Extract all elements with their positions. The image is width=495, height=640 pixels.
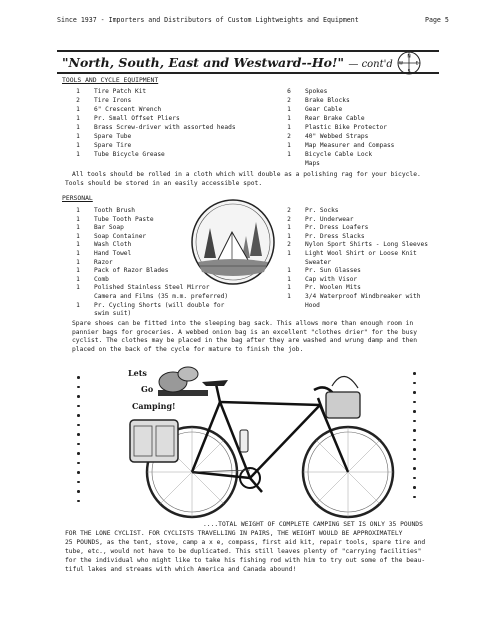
border-dot — [413, 496, 416, 499]
border-dot — [77, 424, 80, 427]
page-header-left: Since 1937 - Importers and Distributors of Custom Lightweights and Equipment — [57, 16, 359, 24]
border-dot — [77, 405, 80, 408]
compass-e: E — [415, 60, 419, 66]
item-quantity: 1 — [76, 241, 80, 249]
item-text: Soap Container — [94, 232, 147, 240]
item-quantity: 1 — [287, 224, 291, 232]
item-quantity: 2 — [76, 97, 80, 104]
item-quantity: 1 — [76, 88, 80, 95]
item-quantity: 1 — [76, 133, 80, 140]
item-text: Tire Patch Kit — [94, 88, 147, 95]
list-item — [70, 207, 135, 215]
loaded-bicycle-illustration — [110, 360, 410, 520]
item-text: Pr. Sun Glasses — [305, 267, 361, 275]
item-text: Hand Towel — [94, 250, 132, 257]
item-quantity: 1 — [76, 232, 80, 240]
personal-paragraph — [72, 320, 417, 354]
item-quantity: 1 — [76, 258, 80, 266]
item-text: Cap with Visor — [305, 275, 358, 283]
footer-line-3: 25 POUNDS, as the tent, stove, camp a x e, compass, first aid kit, repair tools, spare tire and — [65, 539, 426, 546]
item-quantity: 1 — [76, 250, 80, 257]
tools-note-2: Tools should be stored in an easily accessible spot. — [65, 180, 263, 187]
camping-heading-1: Lets — [128, 368, 147, 378]
item-text: Rear Brake Cable — [305, 115, 365, 122]
list-item — [70, 250, 131, 258]
item-text: Pr. Small Offset Pliers — [94, 115, 180, 122]
list-item — [281, 115, 365, 123]
camping-heading-2: Go — [141, 384, 154, 394]
list-item — [70, 216, 154, 224]
item-text: Nylon Sport Shirts - Long Sleeves — [305, 241, 428, 249]
item-quantity: 1 — [287, 124, 291, 131]
item-quantity: 1 — [287, 284, 291, 292]
item-text: Spare Tire — [94, 142, 132, 149]
list-item — [281, 284, 361, 292]
dotted-border-left — [77, 376, 80, 509]
list-item — [70, 151, 165, 159]
border-dot — [77, 490, 80, 493]
list-item — [281, 124, 387, 132]
border-dot — [77, 386, 80, 389]
item-text: Bar Soap — [94, 224, 124, 232]
item-text: Tire Irons — [94, 97, 132, 104]
item-text: Light Wool Shirt or Loose Knit — [305, 250, 417, 257]
border-dot — [77, 414, 80, 417]
border-dot — [413, 401, 416, 404]
item-text: Plastic Bike Protector — [305, 124, 387, 131]
item-quantity: 1 — [287, 232, 291, 240]
item-text: Spokes — [305, 88, 328, 95]
item-quantity: 1 — [76, 284, 80, 292]
dotted-border-right — [413, 372, 416, 505]
list-item — [281, 207, 339, 215]
item-text: Map Measurer and Compass — [305, 142, 395, 149]
section-title-text: "North, South, East and Westward--Ho!" — [62, 55, 345, 70]
item-text: Pr. Cycling Shorts (will double for — [94, 301, 225, 309]
list-item — [70, 284, 209, 292]
item-quantity: 1 — [287, 106, 291, 113]
list-item — [281, 88, 327, 96]
list-item — [281, 267, 361, 275]
item-text: Tooth Brush — [94, 207, 135, 214]
item-quantity: 1 — [76, 301, 80, 309]
page-number: Page 5 — [425, 16, 449, 24]
item-text: Brake Blocks — [305, 97, 350, 104]
border-dot — [413, 429, 416, 432]
camping-heading-3: Camping! — [132, 401, 176, 411]
list-item — [281, 241, 428, 249]
para-line-2: pannier bags for groceries. A webbed onion bag is an excellent "clothes drier" for the busy — [72, 328, 417, 336]
item-quantity: 1 — [76, 215, 80, 223]
compass-n: N — [407, 54, 411, 60]
border-dot — [413, 448, 416, 451]
tools-note-1: All tools should be rolled in a cloth which will double as a polishing rag for your bicycle. — [72, 171, 421, 178]
section-title-suffix: — cont'd — [348, 59, 393, 70]
item-text: Comb — [94, 275, 109, 283]
item-text: Pack of Razor Blades — [94, 267, 169, 275]
border-dot — [413, 486, 416, 489]
item-quantity: 1 — [287, 151, 291, 158]
list-item — [70, 115, 180, 123]
list-item — [281, 97, 350, 105]
item-text: Tube Tooth Paste — [94, 215, 154, 223]
item-quantity: 1 — [76, 142, 80, 149]
item-text: Spare Tube — [94, 133, 132, 140]
border-dot — [77, 452, 80, 455]
border-dot — [77, 471, 80, 474]
list-item — [70, 302, 224, 310]
list-item — [281, 250, 417, 258]
item-text: Pr. Socks — [305, 207, 339, 214]
item-text: Gear Cable — [305, 106, 343, 113]
list-item — [70, 88, 146, 96]
campsite-illustration — [190, 198, 276, 286]
item-quantity: 1 — [76, 115, 80, 122]
footer-line-6: tiful lakes and streams with which America and Canada abound! — [65, 566, 297, 573]
item-quantity: 2 — [287, 133, 291, 140]
item-text: 3/4 Waterproof Windbreaker with — [305, 293, 421, 300]
compass-icon — [396, 50, 422, 76]
item-quantity: 1 — [287, 275, 291, 283]
item-quantity: 1 — [287, 293, 291, 300]
tools-heading: TOOLS AND CYCLE EQUIPMENT — [62, 76, 159, 84]
item-text: Maps — [305, 160, 320, 167]
item-quantity: 1 — [287, 115, 291, 122]
list-item — [70, 276, 109, 284]
list-item — [281, 293, 420, 301]
list-item — [281, 224, 368, 232]
list-item — [70, 133, 131, 141]
item-quantity: 1 — [76, 106, 80, 113]
border-dot — [413, 439, 416, 442]
item-quantity: 1 — [287, 250, 291, 257]
border-dot — [413, 382, 416, 385]
footer-line-2: FOR THE LONE CYCLIST. FOR CYCLISTS TRAVELLING IN PAIRS, THE WEIGHT WOULD BE APPROXIMATELY — [65, 530, 403, 537]
list-item — [70, 124, 236, 132]
list-item — [70, 310, 131, 318]
item-text: Camera and Films (35 m.m. preferred) — [94, 293, 229, 300]
item-text: swim suit) — [94, 310, 132, 318]
list-item — [281, 233, 365, 241]
item-text: Polished Stainless Steel Mirror — [94, 284, 210, 292]
title-suffix-text: cont'd — [361, 59, 393, 70]
item-text: Razor — [94, 258, 113, 266]
para-line-4: placed on the back of the cycle for mature to finish the job. — [72, 345, 304, 353]
item-text: Pr. Dress Loafers — [305, 224, 369, 232]
footer-line-4: tube, etc., would not have to be duplicated. This still leaves plenty of "carrying facilities" — [65, 548, 422, 555]
item-text: Pr. Dress Slacks — [305, 232, 365, 240]
list-item — [70, 267, 169, 275]
list-item — [281, 259, 331, 267]
list-item — [70, 106, 161, 114]
item-text: Brass Screw-driver with assorted heads — [94, 124, 236, 131]
border-dot — [77, 376, 80, 379]
list-item — [70, 259, 113, 267]
item-quantity: 2 — [287, 207, 291, 214]
border-dot — [413, 458, 416, 461]
border-dot — [413, 467, 416, 470]
list-item — [281, 160, 320, 168]
border-dot — [77, 395, 80, 398]
border-dot — [413, 391, 416, 394]
compass-s: S — [407, 69, 411, 75]
item-text: Bicycle Cable Lock — [305, 151, 373, 158]
border-dot — [413, 477, 416, 480]
border-dot — [413, 410, 416, 413]
item-quantity: 1 — [76, 207, 80, 214]
item-text: 40" Webbed Straps — [305, 133, 369, 140]
item-text: Wash Cloth — [94, 241, 132, 249]
list-item — [70, 233, 146, 241]
border-dot — [77, 462, 80, 465]
list-item — [281, 216, 353, 224]
para-line-3: cyclist. The clothes may be placed in the bag after they are washed and wrung damp and then — [72, 337, 417, 344]
list-item — [281, 142, 394, 150]
item-quantity: 1 — [76, 275, 80, 283]
top-rule — [57, 50, 439, 52]
border-dot — [77, 433, 80, 436]
border-dot — [77, 500, 80, 503]
item-quantity: 1 — [76, 224, 80, 232]
footer-line-1: ....TOTAL WEIGHT OF COMPLETE CAMPING SET IS ONLY 35 POUNDS — [203, 521, 423, 528]
list-item — [281, 276, 357, 284]
list-item — [281, 106, 342, 114]
item-quantity: 6 — [287, 88, 291, 95]
footer-line-5: for the individual who might like to take his fishing rod with him to try out some of the beau- — [65, 557, 426, 564]
item-text: Pr. Woolen Mits — [305, 284, 361, 292]
list-item — [281, 133, 368, 141]
para-line-1: Spare shoes can be fitted into the sleeping bag sack. This allows more than enough room in — [72, 320, 414, 327]
border-dot — [77, 443, 80, 446]
item-quantity: 1 — [287, 267, 291, 275]
list-item — [70, 241, 131, 249]
list-item — [70, 224, 124, 232]
personal-heading: PERSONAL — [62, 194, 93, 202]
list-item — [70, 97, 131, 105]
item-quantity: 1 — [287, 142, 291, 149]
border-dot — [413, 372, 416, 375]
item-quantity: 2 — [287, 97, 291, 104]
item-text: Hood — [305, 301, 320, 309]
item-quantity: 1 — [76, 124, 80, 131]
item-text: 6" Crescent Wrench — [94, 106, 162, 113]
list-item — [281, 302, 320, 310]
item-quantity: 1 — [76, 151, 80, 158]
item-quantity: 1 — [76, 267, 80, 275]
item-quantity: 2 — [287, 215, 291, 223]
item-text: Sweater — [305, 258, 332, 266]
border-dot — [77, 481, 80, 484]
item-text: Tube Bicycle Grease — [94, 151, 165, 158]
list-item — [281, 151, 372, 159]
border-dot — [413, 420, 416, 423]
compass-w: W — [399, 60, 403, 66]
list-item — [70, 142, 131, 150]
list-item — [70, 293, 228, 301]
section-title — [62, 55, 393, 70]
item-quantity: 2 — [287, 241, 291, 249]
title-rule — [57, 72, 439, 74]
item-text: Pr. Underwear — [305, 215, 354, 223]
